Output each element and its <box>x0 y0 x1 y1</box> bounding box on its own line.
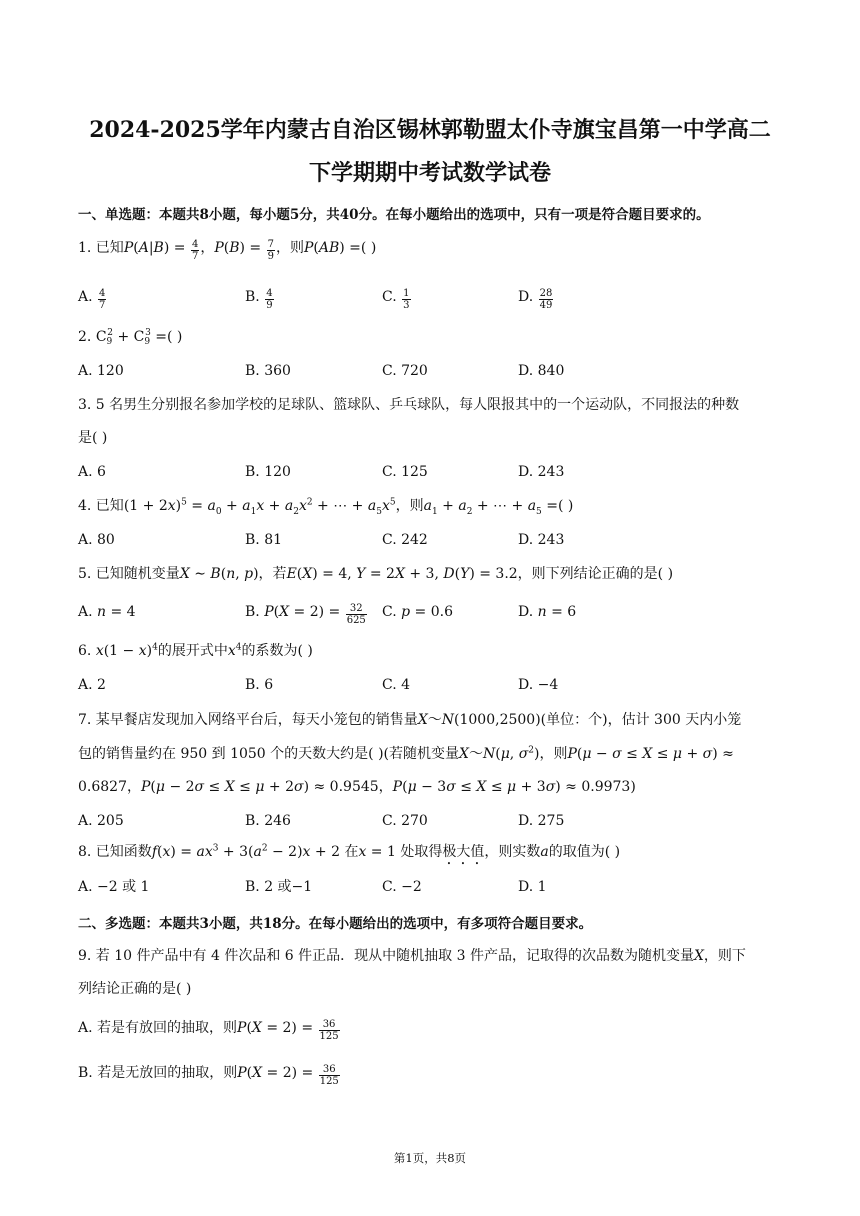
option-c: C. p = 0.6 <box>382 604 453 620</box>
title-line-1: 2024-2025学年内蒙古自治区锡林郭勒盟太仆寺旗宝昌第一中学高二 <box>89 117 771 143</box>
question-4: 4. 已知$(1 + 2x)^5 = a_0 + a_1x + a_2x^2$ + ⋯ + $a_5x^5$，则$a_1 + a_2$ + ⋯ + $a_5$ =( ) <box>78 497 574 517</box>
option-c: C. 125 <box>382 464 428 480</box>
option-b: B. 6 <box>245 677 274 693</box>
page-footer: 第1页，共8页 <box>393 1151 467 1165</box>
question-3-line-2: 是( ) <box>78 430 108 446</box>
option-d: D. 243 <box>518 464 565 480</box>
option-c: C. 270 <box>382 813 428 829</box>
option-b: B. 246 <box>245 813 291 829</box>
section-single-choice: 一、单选题：本题共8小题，每小题5分，共40分。在每小题给出的选项中，只有一项是符合题目要求的。 <box>78 207 710 223</box>
question-2: 2. $C_9^2 + C_9^3$ =( ) <box>78 328 183 347</box>
option-a: A. 80 <box>78 532 115 548</box>
option-c: C. −2 <box>382 879 422 895</box>
question-1-options <box>78 287 798 311</box>
section-multiple-choice: 二、多选题：本题共3小题，共18分。在每小题给出的选项中，有多项符合题目要求。 <box>78 916 593 932</box>
option-d: D. $\frac{28}{49}$ <box>518 288 553 311</box>
question-1: 1. 已知P(A|B) = $\frac{4}{7}$ ，P(B) = $\frac{7}{9}$ ，则P(AB) =( ) <box>78 239 377 262</box>
option-d: D. n = 6 <box>518 604 577 620</box>
option-a: A. 2 <box>78 677 106 693</box>
option-c: C. 242 <box>382 532 428 548</box>
option-c: C. 4 <box>382 677 411 693</box>
option-a: A. 6 <box>78 464 106 480</box>
question-8-options <box>78 877 798 901</box>
question-9-option-a: A. 若是有放回的抽取，则P(X = 2) = $\frac{36}{125}$ <box>78 1019 339 1042</box>
question-6: 6. $x(1 - x)^4$的展开式中$x^4$的系数为( ) <box>78 642 313 659</box>
option-d: D. 275 <box>518 813 565 829</box>
option-a: A. $\frac{4}{7}$ <box>78 288 106 311</box>
question-5-options <box>78 602 798 626</box>
question-5: 5. 已知随机变量X ∼ B(n, p)，若E(X) = 4, Y = 2X + 3, D(Y) = 3.2，则下列结论正确的是( ) <box>78 566 674 582</box>
option-c: C. 720 <box>382 363 428 379</box>
question-8: 8. 已知函数$f(x) = ax^3 + 3(a^2 - 2)x + 2$ 在x = 1 处取得极大值，则实数a的取值为( ) <box>78 843 621 860</box>
option-d: D. 243 <box>518 532 565 548</box>
option-b: B. 120 <box>245 464 291 480</box>
question-7-line-3: 0.6827，P(μ − 2σ ≤ X ≤ μ + 2σ) ≈ 0.9545，P(μ − 3σ ≤ X ≤ μ + 3σ) ≈ 0.9973) <box>78 779 636 795</box>
option-a: A. 205 <box>78 813 124 829</box>
question-7-line-2: 包的销售量约在 950 到 1050 个的天数大约是( )(若随机变量X～N(μ, $\sigma^2$)，则P(μ − σ ≤ X ≤ μ + σ) ≈ <box>78 745 734 762</box>
question-9-line-2: 列结论正确的是( ) <box>78 981 192 997</box>
question-3-line-1: 3. 5 名男生分别报名参加学校的足球队、篮球队、乒乓球队，每人限报其中的一个运动队，不同报法的种数 <box>78 397 740 413</box>
question-4-options <box>78 530 798 554</box>
option-b: B. $\frac{4}{9}$ <box>245 288 273 311</box>
question-3-options <box>78 462 798 486</box>
question-6-options <box>78 675 798 699</box>
option-a: A. n = 4 <box>78 604 136 620</box>
question-9-line-1: 9. 若 10 件产品中有 4 件次品和 6 件正品．现从中随机抽取 3 件产品，记取得的次品数为随机变量X，则下 <box>78 948 746 964</box>
option-c: C. $\frac{1}{3}$ <box>382 288 410 311</box>
question-2-options <box>78 361 798 385</box>
option-b: B. 360 <box>245 363 291 379</box>
question-9-option-b: B. 若是无放回的抽取，则P(X = 2) = $\frac{36}{125}$ <box>78 1064 339 1087</box>
option-a: A. −2 或 1 <box>78 879 150 895</box>
option-a: A. 120 <box>78 363 124 379</box>
option-b: B. P(X = 2) = $\frac{32}{625}$ <box>245 603 366 626</box>
title-line-2: 下学期期中考试数学试卷 <box>308 160 551 186</box>
question-7-options <box>78 811 798 835</box>
question-7-line-1: 7. 某早餐店发现加入网络平台后，每天小笼包的销售量X～N(1000,2500)(单位：个)，估计 300 天内小笼 <box>78 712 742 728</box>
option-d: D. 840 <box>518 363 565 379</box>
option-b: B. 81 <box>245 532 283 548</box>
option-d: D. 1 <box>518 879 547 895</box>
option-b: B. 2 或−1 <box>245 879 313 895</box>
option-d: D. −4 <box>518 677 559 693</box>
